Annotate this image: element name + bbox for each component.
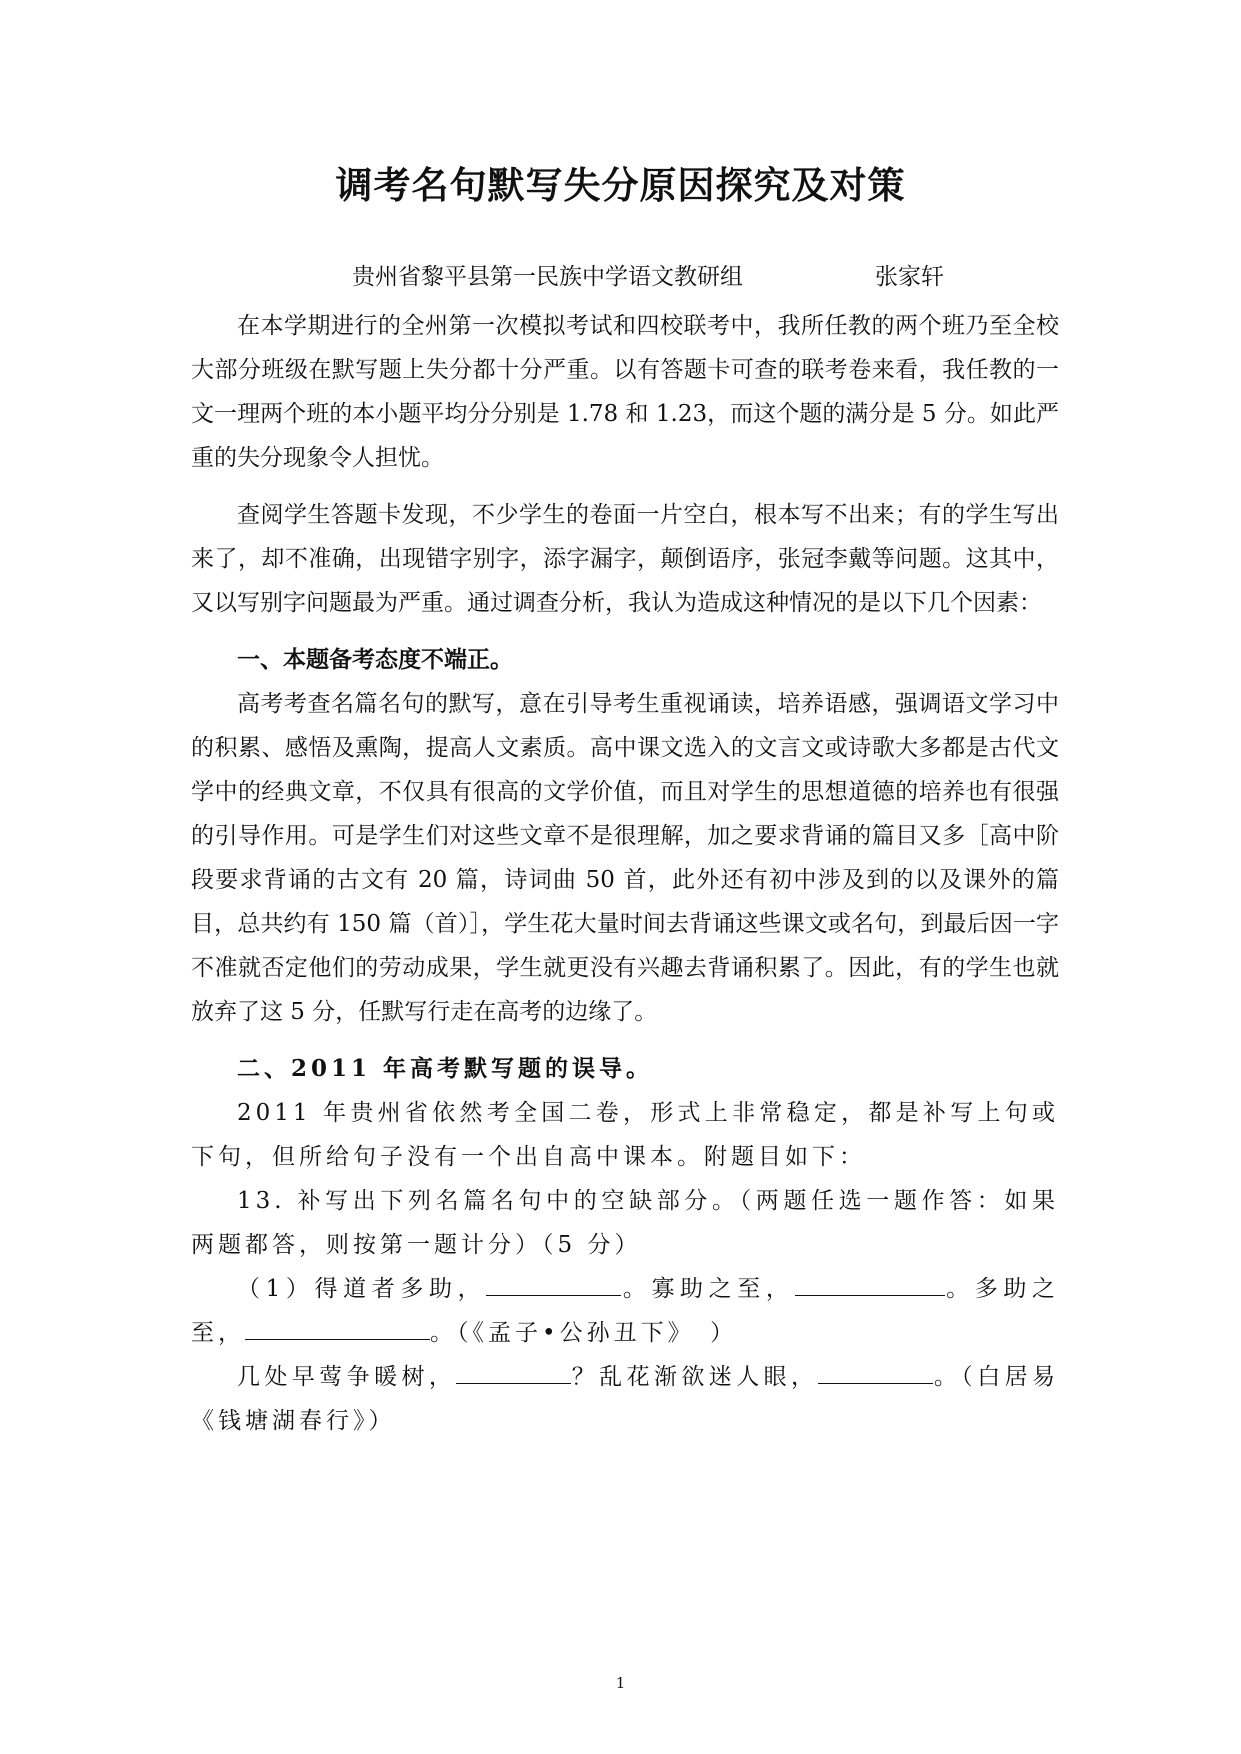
section-heading-1: 一、本题备考态度不端正。 <box>237 646 513 673</box>
question-text: 。（《孟子•公孙丑下》 ） <box>430 1320 738 1346</box>
question-text: 。多助之至， <box>191 1276 1060 1346</box>
author-name: 张家轩 <box>875 264 944 290</box>
section-heading-2: 二、2011 年高考默写题的误导。 <box>237 1055 654 1082</box>
question-item-2 <box>191 1355 1059 1443</box>
paragraph-findings: 查阅学生答题卡发现，不少学生的卷面一片空白，根本写不出来；有的学生写出来了，却不准确，出现错字别字，添字漏字，颠倒语序，张冠李戴等问题。这其中，又以写别字问题最为严重。通过调查分析，我认为造成这种情况的是以下几个因素： <box>191 502 1059 616</box>
answer-blank <box>245 1317 430 1340</box>
question-text: 。（白居易《钱塘湖春行》） <box>191 1364 1060 1434</box>
answer-blank <box>456 1361 571 1384</box>
answer-blank <box>795 1273 945 1296</box>
question-text: 。寡助之至， <box>621 1276 795 1302</box>
question-text: （1）得道者多助， <box>237 1276 487 1302</box>
answer-blank <box>818 1361 933 1384</box>
answer-blank <box>486 1273 621 1296</box>
question-text: 几处早莺争暖树， <box>237 1364 457 1390</box>
paragraph-section-1: 高考考查名篇名句的默写，意在引导考生重视诵读，培养语感，强调语文学习中的积累、感悟及熏陶，提高人文素质。高中课文选入的文言文或诗歌大多都是古代文学中的经典文章，不仅具有很高的文学价值，而且对学生的思想道德的培养也有很强的引导作用。可是学生们对这些文章不是很理解，加之要求背诵的篇目又多［高中阶段要求背诵的古文有 20 篇，诗词曲 50 首，此外还有初中涉及到的以及课外的篇目，总共约有 150 篇（首）］，学生花大量时间去背诵这些课文或名句，到最后因一字不准就否定他们的劳动成果，学生就更没有兴趣去背诵积累了。因此，有的学生也就放弃了这 5 分，任默写行走在高考的边缘了。 <box>191 691 1059 1025</box>
paragraph-question: 13. 补写出下列名篇名句中的空缺部分。（两题任选一题作答：如果两题都答，则按第一题计分）（5 分） <box>191 1188 1059 1258</box>
author-line <box>0 258 1241 298</box>
document-title: 调考名句默写失分原因探究及对策 <box>335 163 906 207</box>
question-text: ？乱花渐欲迷人眼， <box>571 1364 819 1390</box>
author-organization: 贵州省黎平县第一民族中学语文教研组 <box>352 264 743 290</box>
paragraph-section-2: 2011 年贵州省依然考全国二卷，形式上非常稳定，都是补写上句或下句，但所给句子没有一个出自高中课本。附题目如下： <box>191 1100 1059 1170</box>
paragraph-intro: 在本学期进行的全州第一次模拟考试和四校联考中，我所任教的两个班乃至全校大部分班级在默写题上失分都十分严重。以有答题卡可查的联考卷来看，我任教的一文一理两个班的本小题平均分分别是 1.78 和 1.23，而这个题的满分是 5 分。如此严重的失分现象令人担忧。 <box>191 313 1059 471</box>
page-number: 1 <box>615 1674 626 1692</box>
question-item-1 <box>191 1267 1059 1355</box>
document-body <box>191 304 1059 1443</box>
